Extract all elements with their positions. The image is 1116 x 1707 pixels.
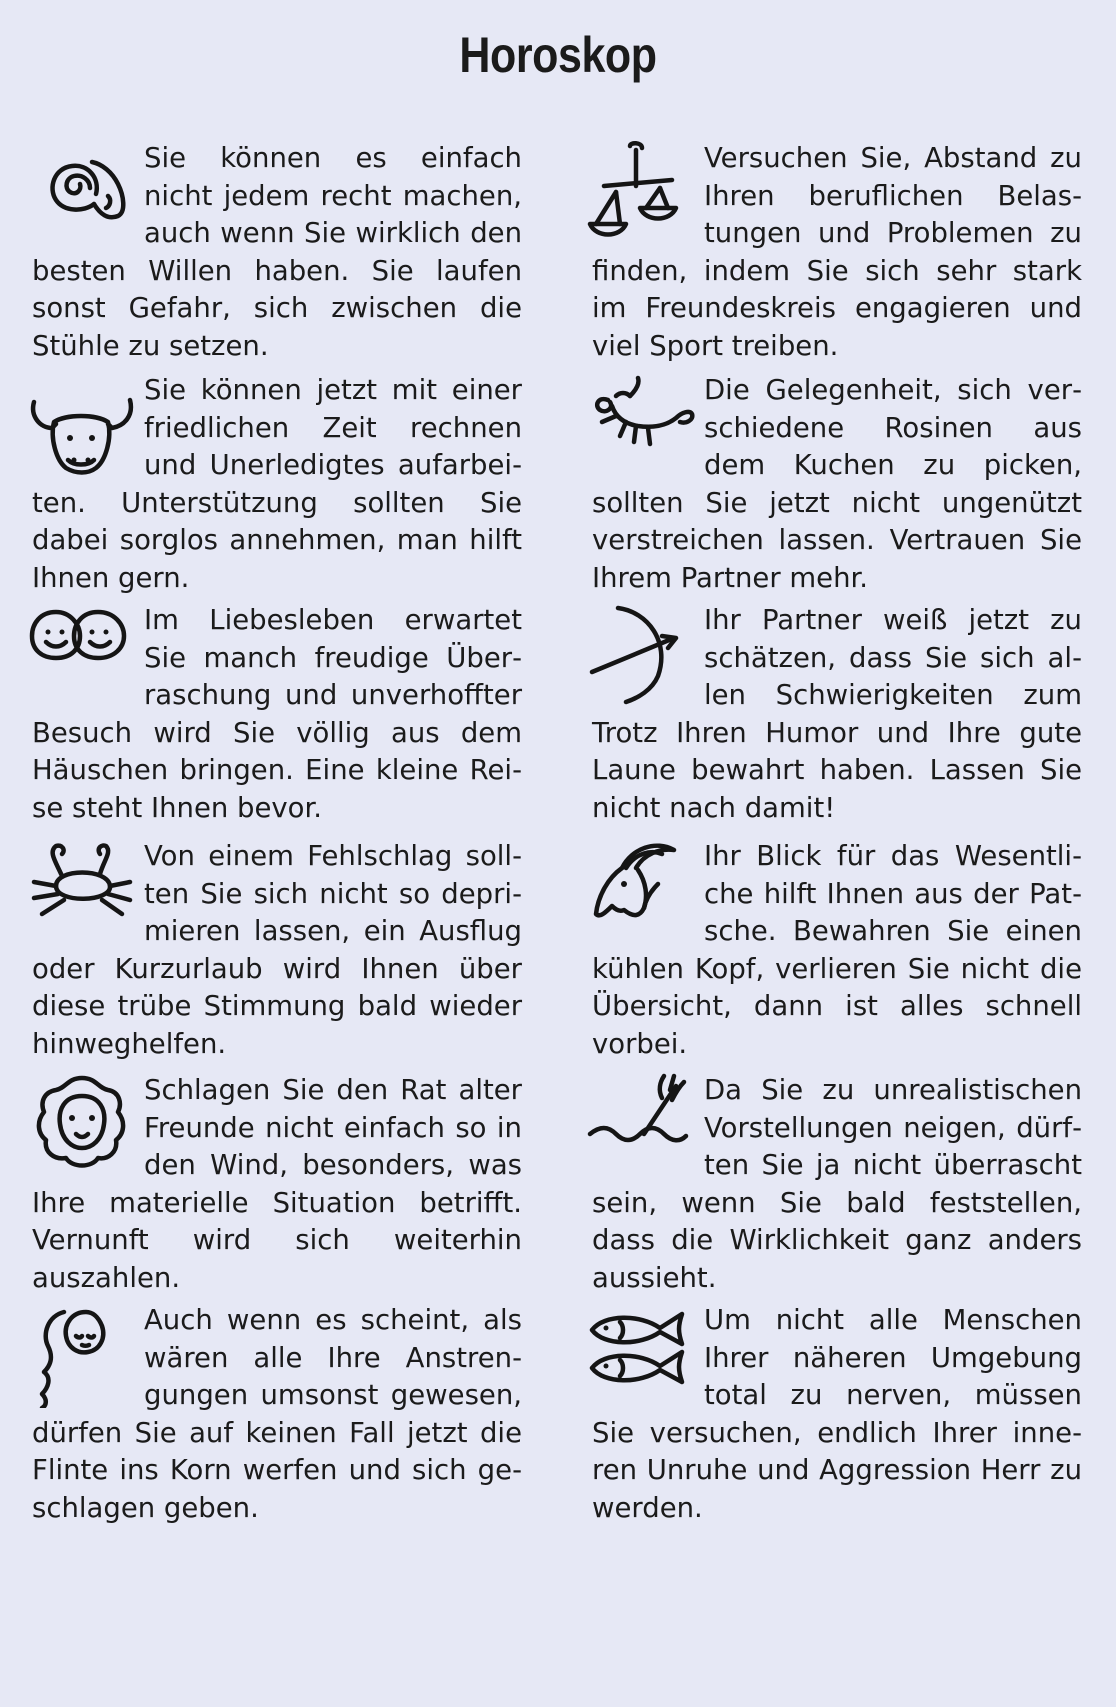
aries-icon bbox=[26, 140, 144, 250]
horoscope-entry: Ihr Blick für das Wesentliche hilft Ihnen aus der Patsche. Bewahren Sie einen kühlen Kopf, verlieren Sie nicht die Übersicht, dann ist alles schnell vorbei. bbox=[592, 838, 1082, 1064]
horoscope-entry: Ihr Partner weiß jetzt zu schätzen, dass Sie sich allen Schwierigkeiten zum Trotz Ihren Humor und Ihre gute Laune bewahrt haben. Lassen Sie nicht nach damit! bbox=[592, 602, 1082, 828]
page-title: Horoskop bbox=[459, 27, 657, 83]
virgo-icon bbox=[26, 1302, 144, 1412]
taurus-icon bbox=[26, 372, 144, 482]
horoscope-entry: Von einem Fehlschlag sollten Sie sich nicht so deprimieren lassen, ein Ausflug oder Kurzurlaub wird Ihnen über diese trübe Stimmung bald wieder hinweghelfen. bbox=[32, 838, 522, 1064]
capricorn-icon bbox=[586, 838, 704, 948]
horoscope-entry: Da Sie zu unrealistischen Vorstellungen neigen, dürften Sie ja nicht überrascht sein, wenn Sie bald feststellen, dass die Wirklichkeit ganz anders aussieht. bbox=[592, 1072, 1082, 1298]
aquarius-icon bbox=[586, 1072, 704, 1182]
libra-icon bbox=[586, 140, 704, 250]
horoscope-entry: Sie können jetzt mit einer friedlichen Zeit rechnen und Unerledigtes aufarbeiten. Unterstützung sollten Sie dabei sorglos annehmen, man hilft Ihnen gern. bbox=[32, 372, 522, 598]
horoscope-entry: Versuchen Sie, Abstand zu Ihren beruflichen Belastungen und Problemen zu finden, indem Sie sich sehr stark im Freundeskreis engagieren und viel Sport treiben. bbox=[592, 140, 1082, 366]
gemini-icon bbox=[26, 602, 144, 712]
horoscope-entry: Sie können es einfach nicht jedem recht machen, auch wenn Sie wirklich den besten Willen haben. Sie laufen sonst Gefahr, sich zwischen die Stühle zu setzen. bbox=[32, 140, 522, 366]
horoscope-entry: Die Gelegenheit, sich verschiedene Rosinen aus dem Kuchen zu picken, sollten Sie jetzt nicht ungenützt verstreichen lassen. Vertrauen Sie Ihrem Partner mehr. bbox=[592, 372, 1082, 598]
horoscope-entry: Im Liebesleben erwartet Sie manch freudige Überraschung und unverhoffter Besuch wird Sie völlig aus dem Häuschen bringen. Eine kleine Reise steht Ihnen bevor. bbox=[32, 602, 522, 828]
scorpio-icon bbox=[586, 372, 704, 482]
sagittarius-icon bbox=[586, 602, 704, 712]
horoscope-entry: Um nicht alle Menschen Ihrer näheren Umgebung total zu nerven, müssen Sie versuchen, endlich Ihrer inneren Unruhe und Aggression Herr zu werden. bbox=[592, 1302, 1082, 1528]
pisces-icon bbox=[586, 1302, 704, 1412]
horoscope-entry: Auch wenn es scheint, als wären alle Ihre Anstrengungen umsonst gewesen, dürfen Sie auf keinen Fall jetzt die Flinte ins Korn werfen und sich geschlagen geben. bbox=[32, 1302, 522, 1528]
horoscope-entry: Schlagen Sie den Rat alter Freunde nicht einfach so in den Wind, besonders, was Ihre materielle Situation betrifft. Vernunft wird sich weiterhin auszahlen. bbox=[32, 1072, 522, 1298]
leo-icon bbox=[26, 1072, 144, 1182]
cancer-icon bbox=[26, 838, 144, 948]
